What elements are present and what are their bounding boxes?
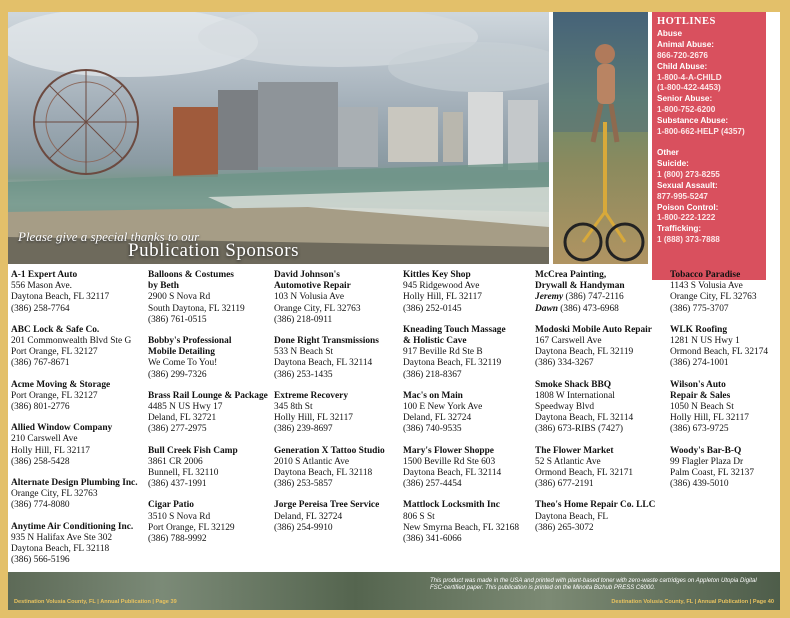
footer-band: [8, 572, 780, 610]
hotline-label: Sexual Assault:: [657, 180, 718, 190]
footer-right-page-label: Destination Volusia County, FL | Annual Publication | Page 40: [611, 599, 774, 605]
sponsor-name: Automotive Repair: [274, 281, 351, 292]
sponsor-name: Bull Creek Fish Camp: [148, 445, 238, 456]
sponsor-detail: Daytona Beach, FL 32114: [403, 468, 502, 479]
sponsor-detail: 1143 S Volusia Ave: [670, 281, 743, 292]
sponsor-detail: (386) 257-4454: [403, 479, 462, 490]
directory-column-5: [535, 270, 669, 544]
sponsor-detail: 2010 S Atlantic Ave: [274, 456, 350, 467]
sponsor-detail: Bunnell, FL 32110: [148, 468, 219, 479]
sponsor-name: by Beth: [148, 281, 179, 292]
sponsor-contact: Jeremy (386) 747-2116: [535, 292, 624, 303]
sponsor-detail: 345 8th St: [274, 402, 313, 413]
beach-photo: [8, 12, 549, 264]
sponsor-detail: Port Orange, FL 32129: [148, 522, 235, 533]
sponsor-name: Generation X Tattoo Studio: [274, 445, 385, 456]
footer-left-page-label: Destination Volusia County, FL | Annual Publication | Page 39: [14, 599, 177, 605]
sponsor-detail: Daytona Beach, FL 32118: [274, 468, 373, 479]
sponsor-name: Anytime Air Conditioning Inc.: [11, 521, 134, 532]
sponsor-detail: Daytona Beach, FL 32117: [11, 292, 110, 303]
sponsor-detail: 806 S St: [403, 511, 435, 522]
sponsor-name: Woody's Bar-B-Q: [670, 445, 742, 456]
sponsor-detail: Holly Hill, FL 32117: [11, 445, 90, 456]
hotline-number: 1 (800) 273-8255: [657, 169, 720, 179]
directory-column-3: [274, 270, 400, 544]
sponsor-contact: Dawn (386) 473-6968: [535, 303, 619, 314]
sponsor-name: Mobile Detailing: [148, 347, 215, 358]
sponsor-entry: [274, 446, 400, 491]
hotlines-panel: [652, 12, 766, 280]
sponsor-detail: 1281 N US Hwy 1: [670, 336, 740, 347]
contact-name: Jeremy: [535, 292, 564, 303]
sponsor-detail: Daytona Beach, FL 32119: [403, 358, 502, 369]
sponsor-detail: (386) 253-5857: [274, 479, 333, 490]
sponsor-detail: (386) 218-0911: [274, 314, 333, 325]
beach-scene-illustration: [8, 12, 549, 264]
thanks-line: Please give a special thanks to our: [18, 229, 200, 244]
sponsor-entry: [535, 380, 669, 436]
hotline-number: 1-800-752-6200: [657, 105, 716, 115]
sponsor-detail: 210 Carswell Ave: [11, 434, 78, 445]
sponsor-detail: New Smyrna Beach, FL 32168: [403, 522, 520, 533]
magazine-page: [8, 12, 780, 610]
sponsor-entry: [403, 270, 537, 315]
tall-bike-illustration: [553, 12, 648, 264]
sponsor-detail: 1500 Beville Rd Ste 603: [403, 456, 496, 467]
sponsor-entry: [274, 500, 400, 534]
sponsor-detail: (386) 673-RIBS (7427): [535, 424, 624, 435]
sponsor-directory: [8, 270, 780, 576]
sponsor-detail: Daytona Beach, FL: [535, 511, 609, 522]
hotline-label: Substance Abuse:: [657, 116, 729, 126]
sponsor-name: ABC Lock & Safe Co.: [11, 324, 100, 335]
hotline-label: Other: [657, 147, 679, 157]
sponsor-detail: Deland, FL 32721: [148, 413, 217, 424]
hotline-number: 1-800-662-HELP (4357): [657, 127, 745, 137]
hotline-label: Senior Abuse:: [657, 94, 713, 104]
sponsor-detail: (386) 218-8367: [403, 369, 462, 380]
sponsor-entry: [535, 325, 669, 370]
sponsor-name: Drywall & Handyman: [535, 281, 625, 292]
sponsor-name: Smoke Shack BBQ: [535, 379, 612, 390]
sponsor-name: The Flower Market: [535, 445, 614, 456]
sponsor-detail: (386) 774-8080: [11, 500, 70, 511]
sponsor-detail: (386) 299-7326: [148, 369, 207, 380]
sponsor-detail: 935 N Halifax Ave Ste 302: [11, 532, 113, 543]
sponsor-entry: [148, 270, 276, 326]
sponsor-name: Balloons & Costumes: [148, 270, 234, 280]
hotline-label: Child Abuse:: [657, 61, 708, 71]
sponsor-detail: Deland, FL 32724: [274, 511, 343, 522]
sponsor-entry: [11, 522, 149, 567]
sponsor-detail: (386) 767-8671: [11, 358, 70, 369]
sponsor-detail: (386) 258-7764: [11, 303, 70, 314]
sponsor-detail: Daytona Beach, FL 32114: [274, 358, 373, 369]
sponsor-detail: (386) 265-3072: [535, 522, 594, 533]
hotline-number: 877-995-5247: [657, 191, 708, 201]
sponsor-entry: [403, 391, 537, 436]
sponsor-detail: Deland, FL 32724: [403, 413, 472, 424]
sponsor-name: Allied Window Company: [11, 423, 113, 434]
hotline-label: Trafficking:: [657, 224, 702, 234]
sponsor-detail: 1808 W International: [535, 390, 615, 401]
sponsor-detail: (386) 253-1435: [274, 369, 333, 380]
sponsor-entry: [148, 391, 276, 436]
sponsor-name: Bobby's Professional: [148, 336, 232, 347]
sponsor-detail: 556 Mason Ave.: [11, 281, 73, 292]
sponsor-name: Alternate Design Plumbing Inc.: [11, 478, 138, 489]
cyclist-photo: [553, 12, 648, 264]
sponsor-entry: [535, 500, 669, 534]
sponsor-name: Tobacco Paradise: [670, 270, 741, 280]
hotline-label: Animal Abuse:: [657, 39, 715, 49]
hotline-number: 866-720-2676: [657, 50, 708, 60]
sponsor-detail: (386) 740-9535: [403, 424, 462, 435]
sponsor-detail: 533 N Beach St: [274, 347, 334, 358]
sponsor-name: Extreme Recovery: [274, 390, 349, 401]
sponsor-entry: [403, 325, 537, 381]
sponsor-name: & Holistic Cave: [403, 336, 467, 347]
sponsor-detail: (386) 566-5196: [11, 555, 70, 566]
sponsor-detail: 52 S Atlantic Ave: [535, 456, 601, 467]
sponsor-name: Mary's Flower Shoppe: [403, 445, 494, 456]
sponsor-entry: [11, 380, 149, 414]
sponsor-name: Modoski Mobile Auto Repair: [535, 324, 652, 335]
hotline-number: 1-800-222-1222: [657, 213, 716, 223]
sponsor-detail: (386) 254-9910: [274, 522, 333, 533]
sponsor-detail: (386) 775-3707: [670, 303, 729, 314]
sponsor-name: Acme Moving & Storage: [11, 379, 111, 390]
sponsor-detail: (386) 258-5428: [11, 456, 70, 467]
sponsor-detail: 99 Flagler Plaza Dr: [670, 456, 744, 467]
sponsor-name: Jorge Pereisa Tree Service: [274, 500, 380, 511]
sponsor-detail: 945 Ridgewood Ave: [403, 281, 480, 292]
sponsor-detail: (386) 274-1001: [670, 358, 729, 369]
sponsor-name: Kneading Touch Massage: [403, 324, 506, 335]
sponsor-entry: [535, 270, 669, 315]
sponsor-name: David Johnson's: [274, 270, 340, 280]
sponsor-detail: (386) 801-2776: [11, 402, 70, 413]
sponsor-detail: 3861 CR 2006: [148, 456, 203, 467]
sponsor-detail: 917 Beville Rd Ste B: [403, 347, 483, 358]
sponsor-detail: Orange City, FL 32763: [11, 489, 98, 500]
sponsor-detail: Daytona Beach, FL 32118: [11, 544, 110, 555]
sponsor-detail: 4485 N US Hwy 17: [148, 402, 223, 413]
sponsor-detail: (386) 677-2191: [535, 479, 594, 490]
sponsor-detail: 201 Commonwealth Blvd Ste G: [11, 336, 132, 347]
sponsor-entry: [11, 478, 149, 512]
sponsor-entry: [274, 270, 400, 326]
sponsor-detail: Speedway Blvd: [535, 402, 595, 413]
sponsor-entry: [148, 446, 276, 491]
sponsor-detail: 167 Carswell Ave: [535, 336, 602, 347]
sponsor-detail: (386) 437-1991: [148, 479, 207, 490]
sponsor-entry: [670, 325, 780, 370]
sponsor-detail: (386) 277-2975: [148, 424, 207, 435]
sponsor-entry: [148, 336, 276, 381]
hotlines-other-list: [657, 148, 762, 246]
sponsor-detail: 100 E New York Ave: [403, 402, 483, 413]
hotline-number: (1-800-422-4453): [657, 83, 721, 93]
hotline-number: 1 (888) 373-7888: [657, 235, 720, 245]
sponsor-entry: [11, 325, 149, 370]
sponsor-name: Mattlock Locksmith Inc: [403, 500, 500, 511]
sponsor-detail: (386) 788-9992: [148, 534, 207, 545]
sponsor-name: Done Right Transmissions: [274, 336, 379, 347]
printing-note: This product was made in the USA and printed with plant-based toner with zero-waste cartridges on Appleton Utopia Digital FSC-certified paper. This publication is printed on the Minolta Bizhub PRESS C6000.: [430, 578, 757, 592]
sponsor-detail: 3510 S Nova Rd: [148, 511, 211, 522]
hotline-label: Suicide:: [657, 158, 689, 168]
sponsor-entry: [670, 270, 780, 315]
sponsor-detail: (386) 252-0145: [403, 303, 462, 314]
sponsor-detail: Ormond Beach, FL 32174: [670, 347, 769, 358]
directory-column-1: [11, 270, 149, 576]
hotline-number: 1-800-4-A-CHILD: [657, 72, 722, 82]
hotlines-abuse-list: [657, 29, 762, 138]
directory-column-6: [670, 270, 780, 500]
sponsor-entry: [670, 446, 780, 491]
sponsor-name: Mac's on Main: [403, 390, 463, 401]
sponsor-entry: [11, 423, 149, 468]
sponsor-detail: Ormond Beach, FL 32171: [535, 468, 634, 479]
sponsor-name: Cigar Patio: [148, 500, 194, 511]
sponsor-detail: (386) 239-8697: [274, 424, 333, 435]
sponsor-detail: (386) 673-9725: [670, 424, 729, 435]
hotline-label: Abuse: [657, 28, 683, 38]
sponsor-name: Repair & Sales: [670, 390, 731, 401]
sponsor-entry: [274, 391, 400, 436]
sponsor-name: Kittles Key Shop: [403, 270, 471, 280]
sponsor-detail: (386) 334-3267: [535, 358, 594, 369]
sponsor-detail: (386) 341-6066: [403, 534, 462, 545]
sponsor-detail: 1050 N Beach St: [670, 402, 734, 413]
sponsor-name: Wilson's Auto: [670, 379, 726, 390]
sponsor-detail: Daytona Beach, FL 32114: [535, 413, 634, 424]
sponsor-entry: [403, 446, 537, 491]
sponsor-detail: Orange City, FL 32763: [670, 292, 757, 303]
sponsor-detail: South Daytona, FL 32119: [148, 303, 245, 314]
sponsor-entry: [535, 446, 669, 491]
sponsor-detail: Holly Hill, FL 32117: [670, 413, 749, 424]
sponsor-detail: Orange City, FL 32763: [274, 303, 361, 314]
sponsor-detail: Port Orange, FL 32127: [11, 390, 98, 401]
sponsor-detail: 103 N Volusia Ave: [274, 292, 345, 303]
sponsor-detail: Daytona Beach, FL 32119: [535, 347, 634, 358]
sponsor-detail: Holly Hill, FL 32117: [274, 413, 353, 424]
sponsor-detail: We Come To You!: [148, 358, 218, 369]
sponsors-title: Publication Sponsors: [128, 240, 299, 261]
sponsor-detail: (386) 761-0515: [148, 314, 207, 325]
sponsor-entry: [274, 336, 400, 381]
sponsor-name: A-1 Expert Auto: [11, 270, 78, 280]
sponsor-detail: Holly Hill, FL 32117: [403, 292, 482, 303]
sponsor-entry: [403, 500, 537, 545]
sponsor-detail: 2900 S Nova Rd: [148, 292, 211, 303]
hotline-label: Poison Control:: [657, 202, 719, 212]
hotlines-title: HOTLINES: [657, 16, 716, 27]
sponsor-name: Theo's Home Repair Co. LLC: [535, 500, 656, 511]
directory-column-2: [148, 270, 276, 555]
directory-column-4: [403, 270, 537, 555]
sponsor-name: Brass Rail Lounge & Package: [148, 390, 268, 401]
sponsor-entry: [148, 500, 276, 545]
contact-name: Dawn: [535, 303, 558, 314]
sponsor-name: WLK Roofing: [670, 324, 728, 335]
sponsor-detail: (386) 439-5010: [670, 479, 729, 490]
sponsor-name: McCrea Painting,: [535, 270, 607, 280]
sponsor-entry: [670, 380, 780, 436]
sponsor-detail: Port Orange, FL 32127: [11, 347, 98, 358]
sponsor-detail: Palm Coast, FL 32137: [670, 468, 755, 479]
sponsor-entry: [11, 270, 149, 315]
